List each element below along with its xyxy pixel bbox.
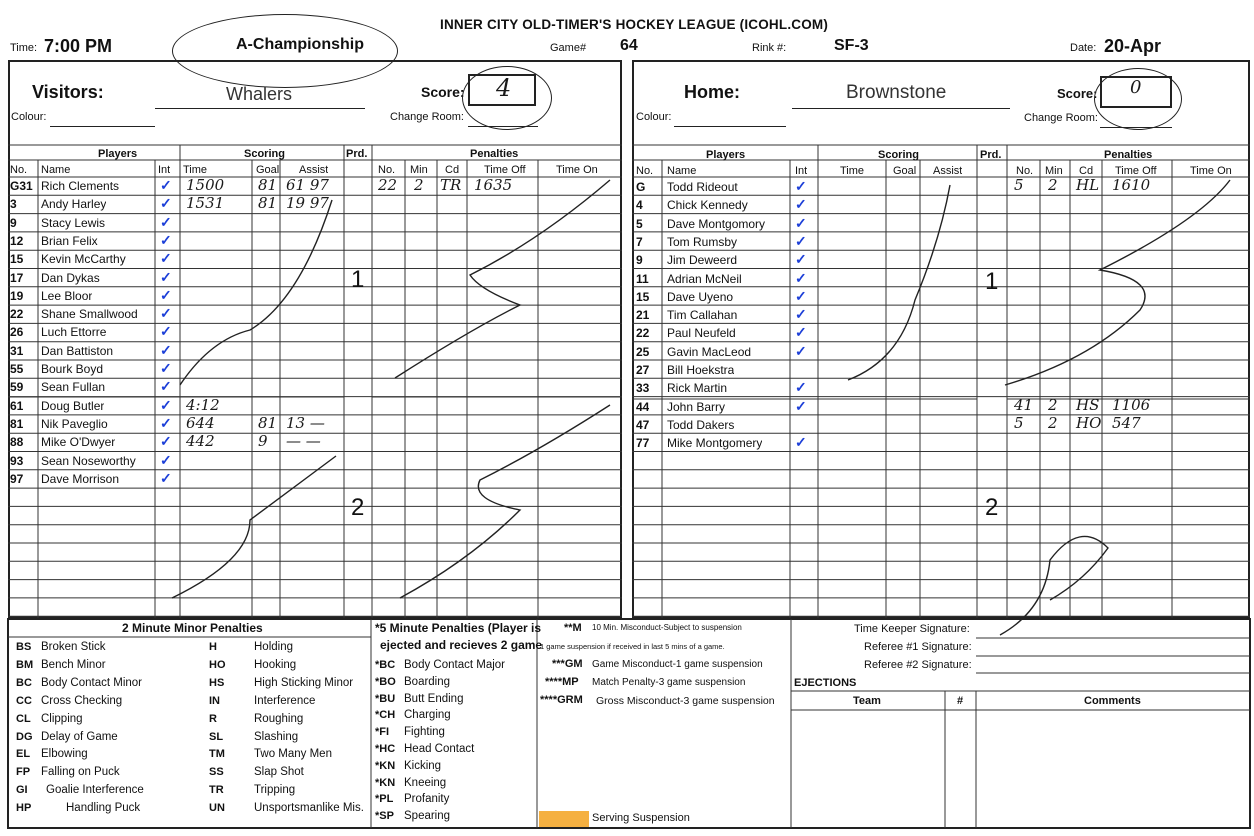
minor-title: 2 Minute Minor Penalties	[122, 621, 263, 635]
home-players-header: Players	[706, 149, 746, 161]
minor-code: UN	[209, 802, 225, 815]
int-check: ✓	[795, 397, 807, 414]
int-check: ✓	[160, 305, 172, 322]
visitors-colour-label: Colour:	[11, 111, 47, 123]
minor-code: IN	[209, 694, 220, 707]
player-name: Lee Bloor	[41, 288, 93, 303]
player-name: Stacy Lewis	[41, 215, 106, 230]
int-check: ✓	[160, 378, 172, 395]
player-number: 55	[10, 362, 24, 376]
major-title-2: ejected and recieves 2 game	[380, 638, 543, 652]
home-penalties-header: Penalties	[1104, 149, 1153, 161]
scoring-goal: 9	[258, 432, 268, 451]
misconduct-m-code: **M	[564, 622, 582, 634]
minor-desc: Unsportsmanlike Mis.	[254, 802, 364, 815]
player-number: 25	[636, 344, 650, 359]
minor-code: FP	[16, 766, 31, 779]
player-number: 77	[636, 436, 650, 451]
minor-desc: High Sticking Minor	[254, 676, 354, 689]
player-name: Dave Montgomory	[667, 216, 766, 231]
league-title: INNER CITY OLD-TIMER'S HOCKEY LEAGUE (ICOHL.COM)	[440, 17, 829, 32]
date-value: 20-Apr	[1104, 36, 1162, 56]
major-desc: Profanity	[404, 793, 450, 806]
player-name: Jim Deweerd	[667, 253, 738, 268]
major-desc: Kneeing	[404, 776, 447, 789]
player-number: 26	[10, 325, 24, 340]
player-number: 88	[10, 435, 24, 450]
player-name: Paul Neufeld	[667, 326, 736, 341]
game-label: Game#	[550, 42, 587, 54]
major-desc: Fighting	[404, 726, 445, 739]
player-number: 93	[10, 453, 24, 468]
player-number: 97	[10, 471, 24, 486]
major-code: *KN	[375, 759, 396, 772]
major-code: *SP	[375, 810, 394, 823]
int-check: ✓	[160, 433, 172, 450]
scoring-assist: 61 97	[286, 176, 329, 194]
player-name: Doug Butler	[41, 398, 105, 413]
time-label: Time:	[10, 42, 38, 54]
minor-code: BS	[16, 641, 32, 653]
home-colour-label: Colour:	[636, 111, 672, 123]
major-desc: Spearing	[404, 810, 451, 823]
player-name: Gavin MacLeod	[667, 344, 752, 359]
penalty-cd: HS	[1076, 395, 1100, 414]
penalty-min: 2	[414, 176, 424, 194]
player-number: 33	[636, 381, 650, 396]
visitors-timeoff-header: Time Off	[484, 164, 526, 176]
penalty-off: 547	[1112, 413, 1141, 432]
int-check: ✓	[160, 323, 172, 340]
visitors-pno-header: No.	[378, 164, 396, 176]
player-number: 61	[10, 398, 24, 413]
ejections-comments-header: Comments	[1084, 695, 1141, 707]
penalty-cd: TR	[440, 176, 462, 194]
scoring-time: 4:12	[186, 395, 220, 414]
int-check: ✓	[795, 232, 807, 249]
player-number: 11	[636, 271, 649, 286]
int-check: ✓	[795, 251, 807, 268]
timekeeper-signature: Time Keeper Signature:	[854, 623, 970, 635]
player-name: Mike O'Dwyer	[41, 435, 116, 450]
minor-code: DG	[16, 730, 33, 743]
scoring-assist: 13 —	[286, 413, 325, 432]
int-check: ✓	[160, 177, 172, 193]
minor-desc: Tripping	[254, 784, 296, 797]
int-check: ✓	[795, 178, 807, 194]
scoring-assist: — —	[286, 432, 321, 451]
misconduct-grm-desc: Gross Misconduct-3 game suspension	[596, 695, 775, 707]
ref2-signature: Referee #2 Signature:	[864, 659, 972, 671]
minor-desc: Interference	[254, 694, 316, 707]
time-value: 7:00 PM	[44, 36, 113, 56]
home-goal-header: Goal	[893, 165, 917, 177]
visitors-goal-header: Goal	[256, 164, 280, 176]
int-check: ✓	[795, 434, 807, 451]
misconduct-mp-code: ****MP	[545, 676, 579, 688]
scoring-time: 1500	[186, 176, 225, 194]
home-cd-header: Cd	[1079, 165, 1094, 177]
major-desc: Butt Ending	[404, 692, 464, 705]
penalty-no: 5	[1014, 413, 1024, 432]
int-check: ✓	[160, 451, 172, 468]
home-period-1: 1	[985, 268, 999, 295]
player-name: John Barry	[667, 399, 726, 414]
player-number: 44	[636, 399, 650, 414]
int-check: ✓	[795, 287, 807, 304]
major-desc: Boarding	[404, 675, 451, 688]
visitors-timeon-header: Time On	[556, 164, 598, 176]
visitors-period-1: 1	[351, 266, 365, 293]
minor-desc: Elbowing	[41, 748, 88, 761]
player-name: Dan Battiston	[41, 343, 114, 358]
int-check: ✓	[795, 324, 807, 341]
visitors-no-header: No.	[10, 164, 28, 176]
minor-code: HO	[209, 658, 226, 671]
minor-code: R	[209, 712, 217, 725]
minor-code: BM	[16, 658, 34, 671]
int-check: ✓	[795, 269, 807, 286]
scoring-time: 1531	[186, 194, 225, 213]
player-name: Tim Callahan	[667, 308, 738, 323]
penalty-no: 41	[1014, 395, 1034, 414]
minor-desc: Slap Shot	[254, 766, 304, 779]
home-team: Brownstone	[846, 82, 947, 103]
minor-code: CL	[16, 712, 31, 725]
player-name: Sean Noseworthy	[41, 453, 136, 468]
penalty-min: 2	[1048, 395, 1058, 414]
player-number: 9	[636, 253, 643, 268]
visitors-prd-header: Prd.	[346, 148, 368, 160]
minor-desc: Body Contact Minor	[41, 676, 142, 689]
minor-code: TR	[209, 784, 224, 797]
home-score: 0	[1130, 77, 1142, 98]
int-check: ✓	[795, 342, 807, 359]
minor-desc: Goalie Interference	[46, 784, 144, 797]
player-number: 9	[10, 215, 17, 230]
major-desc: Charging	[404, 709, 451, 722]
penalty-off: 1635	[474, 176, 513, 194]
home-pno-header: No.	[1016, 165, 1034, 177]
player-name: Andy Harley	[41, 197, 107, 212]
visitors-int-header: Int	[158, 164, 171, 176]
player-number: 7	[636, 234, 643, 249]
scoring-goal: 81	[258, 413, 278, 432]
int-check: ✓	[160, 360, 172, 376]
minor-desc: Hooking	[254, 658, 297, 671]
rink-label: Rink #:	[752, 42, 787, 54]
scoring-goal: 81	[258, 194, 278, 213]
minor-desc: Clipping	[41, 712, 83, 725]
home-scoring-header: Scoring	[878, 149, 919, 161]
player-number: 59	[10, 380, 24, 395]
misconduct-gm-code: ***GM	[552, 658, 583, 670]
ejections-title: EJECTIONS	[794, 677, 857, 689]
misconduct-m-desc: 10 Min. Misconduct-Subject to suspension	[592, 623, 742, 632]
player-name: Luch Ettorre	[41, 325, 107, 340]
player-number: 3	[10, 197, 17, 212]
player-name: Chick Kennedy	[667, 198, 748, 213]
minor-desc: Holding	[254, 641, 293, 653]
major-code: *KN	[375, 776, 396, 789]
player-number: 17	[10, 270, 24, 285]
visitors-cd-header: Cd	[445, 164, 460, 176]
minor-desc: Handling Puck	[66, 802, 141, 815]
scoring-goal: 81	[258, 176, 278, 194]
serving-label: Serving Suspension	[592, 812, 690, 824]
int-check: ✓	[795, 306, 807, 323]
player-name: Bourk Boyd	[41, 362, 104, 376]
minor-desc: Slashing	[254, 730, 299, 743]
ejections-team-header: Team	[853, 695, 881, 707]
visitors-score-label: Score:	[421, 84, 465, 100]
player-number: 47	[636, 417, 650, 432]
player-number: 4	[636, 198, 643, 213]
major-code: *HC	[375, 743, 396, 755]
player-name: Nik Paveglio	[41, 416, 108, 431]
player-number: 31	[10, 343, 24, 358]
major-code: *BC	[375, 659, 396, 671]
major-code: *FI	[375, 726, 390, 739]
player-number: 15	[10, 252, 24, 267]
home-int-header: Int	[795, 165, 808, 177]
int-check: ✓	[795, 196, 807, 213]
minor-desc: Two Many Men	[254, 748, 332, 761]
home-score-label: Score:	[1057, 86, 1098, 101]
player-name: Rick Martin	[667, 381, 728, 396]
player-name: Brian Felix	[41, 233, 98, 248]
penalty-min: 2	[1048, 176, 1058, 194]
player-name: Todd Dakers	[667, 417, 735, 432]
player-number: 22	[636, 326, 650, 341]
minor-code: H	[209, 641, 217, 653]
penalty-off: 1106	[1112, 395, 1151, 414]
player-name: Bill Hoekstra	[667, 363, 735, 377]
minor-code: SL	[209, 730, 224, 743]
misconduct-m-desc2: 1 game suspension if received in last 5 mins of a game.	[540, 642, 725, 651]
visitors-room-label: Change Room:	[390, 111, 464, 123]
visitors-time-header: Time	[183, 164, 208, 176]
int-check: ✓	[160, 341, 172, 358]
minor-desc: Roughing	[254, 712, 304, 725]
visitors-score: 4	[496, 74, 512, 102]
home-timeoff-header: Time Off	[1115, 165, 1157, 177]
player-number: 19	[10, 288, 24, 303]
rink-value: SF-3	[834, 37, 869, 54]
home-assist-header: Assist	[933, 165, 963, 177]
major-code: *CH	[375, 709, 396, 722]
minor-code: GI	[16, 784, 28, 797]
minor-code: SS	[209, 766, 224, 779]
minor-code: CC	[16, 694, 32, 707]
int-check: ✓	[160, 414, 172, 431]
date-label: Date:	[1070, 42, 1097, 54]
player-name: Adrian McNeil	[667, 271, 742, 286]
division-label: A-Championship	[236, 36, 364, 53]
minor-code: HP	[16, 802, 32, 815]
serving-swatch	[539, 811, 589, 827]
game-value: 64	[620, 37, 638, 54]
major-code: *BO	[375, 675, 396, 688]
minor-code: HS	[209, 676, 225, 689]
int-check: ✓	[795, 214, 807, 231]
visitors-players-header: Players	[98, 148, 138, 160]
visitors-min-header: Min	[410, 164, 428, 176]
player-name: Dave Uyeno	[667, 289, 734, 304]
player-name: Rich Clements	[41, 179, 120, 193]
penalty-no: 5	[1014, 176, 1024, 194]
minor-desc: Cross Checking	[41, 694, 123, 707]
home-period-2: 2	[985, 494, 999, 521]
penalty-cd: HO	[1076, 413, 1102, 432]
major-desc: Head Contact	[404, 743, 475, 755]
home-no-header: No.	[636, 165, 654, 177]
visitors-assist-header: Assist	[299, 164, 329, 176]
scoring-time: 442	[186, 432, 215, 451]
home-min-header: Min	[1045, 165, 1063, 177]
visitors-penalties-header: Penalties	[470, 148, 519, 160]
player-number: 27	[636, 363, 650, 377]
visitors-team: Whalers	[226, 84, 293, 104]
int-check: ✓	[795, 379, 807, 396]
player-name: Shane Smallwood	[41, 307, 138, 322]
minor-code: BC	[16, 676, 32, 689]
home-name-header: Name	[667, 165, 697, 177]
player-number: 22	[10, 307, 24, 322]
int-check: ✓	[160, 213, 172, 230]
major-code: *BU	[375, 692, 396, 705]
major-title-1: *5 Minute Penalties (Player is	[375, 621, 542, 635]
player-number: G31	[10, 179, 33, 193]
scoring-assist: 19 97	[286, 194, 329, 213]
int-check: ✓	[160, 268, 172, 285]
visitors-period-2: 2	[351, 494, 365, 521]
minor-desc: Broken Stick	[41, 641, 106, 653]
penalty-off: 1610	[1112, 176, 1151, 194]
penalty-no: 22	[378, 176, 398, 194]
int-check: ✓	[160, 469, 172, 486]
penalty-cd: HL	[1076, 176, 1100, 194]
visitors-label: Visitors:	[32, 82, 104, 102]
home-room-label: Change Room:	[1024, 112, 1098, 124]
major-code: *PL	[375, 793, 394, 806]
minor-desc: Delay of Game	[41, 730, 118, 743]
minor-code: EL	[16, 748, 31, 761]
minor-desc: Bench Minor	[41, 658, 106, 671]
int-check: ✓	[160, 396, 172, 413]
int-check: ✓	[160, 195, 172, 212]
player-name: Dave Morrison	[41, 471, 120, 486]
ejections-num-header: #	[957, 695, 964, 707]
home-label: Home:	[684, 82, 741, 102]
player-number: 5	[636, 216, 643, 231]
player-number: 15	[636, 289, 650, 304]
home-time-header: Time	[840, 165, 865, 177]
visitors-scoring-header: Scoring	[244, 148, 285, 160]
major-desc: Kicking	[404, 759, 442, 772]
player-number: 21	[636, 308, 650, 323]
player-number: 81	[10, 416, 24, 431]
misconduct-mp-desc: Match Penalty-3 game suspension	[592, 677, 746, 688]
penalty-min: 2	[1048, 413, 1058, 432]
player-name: Dan Dykas	[41, 270, 100, 285]
player-name: Todd Rideout	[667, 180, 738, 194]
visitors-name-header: Name	[41, 164, 71, 176]
ref1-signature: Referee #1 Signature:	[864, 641, 972, 653]
int-check: ✓	[160, 250, 172, 267]
home-timeon-header: Time On	[1190, 165, 1232, 177]
player-name: Mike Montgomery	[667, 436, 763, 451]
minor-desc: Falling on Puck	[41, 766, 120, 779]
major-desc: Body Contact Major	[404, 659, 505, 671]
home-prd-header: Prd.	[980, 149, 1002, 161]
misconduct-grm-code: ****GRM	[540, 694, 583, 706]
int-check: ✓	[160, 231, 172, 248]
player-number: G	[636, 180, 646, 194]
scoring-time: 644	[186, 413, 215, 432]
int-check: ✓	[160, 286, 172, 303]
player-name: Tom Rumsby	[667, 234, 738, 249]
player-name: Sean Fullan	[41, 380, 106, 395]
minor-code: TM	[209, 748, 225, 761]
player-number: 12	[10, 233, 24, 248]
misconduct-gm-desc: Game Misconduct-1 game suspension	[592, 659, 763, 670]
player-name: Kevin McCarthy	[41, 252, 126, 267]
